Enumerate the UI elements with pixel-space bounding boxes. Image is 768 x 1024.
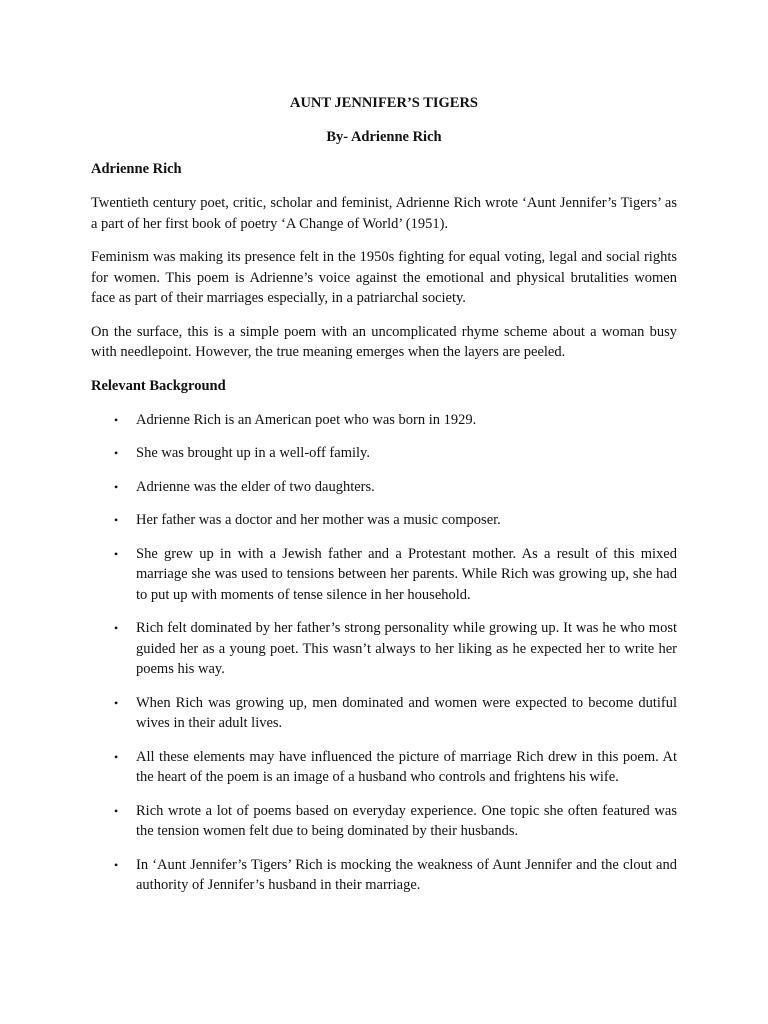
list-item xyxy=(91,747,677,788)
document-title: AUNT JENNIFER’S TIGERS xyxy=(289,95,478,111)
paragraph: Feminism was making its presence felt in the 1950s fighting for equal voting, legal and social rights for women. This poem is Adrienne’s voice against the emotional and physical brutalities women face as part of their marriages especially, in a patriarchal society. xyxy=(91,249,677,306)
paragraph: Twentieth century poet, critic, scholar and feminist, Adrienne Rich wrote ‘Aunt Jennifer’s Tigers’ as a part of her first book of poetry ‘A Change of World’ (1951). xyxy=(91,195,677,232)
author-byline: By- Adrienne Rich xyxy=(326,129,442,145)
list-item-text: When Rich was growing up, men dominated and women were expected to become dutiful wives in their adult lives. xyxy=(136,694,677,731)
list-item xyxy=(91,510,677,531)
background-bullet-list xyxy=(91,410,677,896)
list-item xyxy=(91,693,677,734)
bullet-icon: • xyxy=(114,857,119,872)
list-item xyxy=(91,443,677,464)
section-heading-background: Relevant Background xyxy=(91,377,226,394)
list-item-text: Rich wrote a lot of poems based on everyday experience. One topic she often featured was the tension women felt due to being dominated by their husbands. xyxy=(136,802,677,839)
bullet-icon: • xyxy=(114,749,119,764)
list-item xyxy=(91,410,677,431)
list-item-text: Rich felt dominated by her father’s strong personality while growing up. It was he who most guided her as a young poet. This wasn’t always to her liking as he expected her to write her poems his way. xyxy=(136,620,677,677)
bullet-icon: • xyxy=(114,621,119,635)
bullet-icon: • xyxy=(114,446,119,460)
list-item xyxy=(91,801,677,842)
paragraph: On the surface, this is a simple poem with an uncomplicated rhyme scheme about a woman busy with needlepoint. However, the true meaning emerges when the layers are peeled. xyxy=(91,323,677,360)
list-item xyxy=(91,544,677,606)
list-item xyxy=(91,477,677,498)
list-item xyxy=(91,618,677,680)
list-item-text: She was brought up in a well-off family. xyxy=(136,445,370,461)
list-item-text: Adrienne Rich is an American poet who was born in 1929. xyxy=(136,411,477,428)
section-heading-author: Adrienne Rich xyxy=(91,161,182,177)
list-item-text: Her father was a doctor and her mother was a music composer. xyxy=(136,512,501,528)
list-item-text: She grew up in with a Jewish father and a Protestant mother. As a result of this mixed marriage she was used to tensions between her parents. While Rich was growing up, she had to put up with moments of tense silence in her household. xyxy=(136,545,677,603)
bullet-icon: • xyxy=(114,479,119,494)
bullet-icon: • xyxy=(114,513,119,527)
bullet-icon: • xyxy=(114,803,119,818)
list-item-text: In ‘Aunt Jennifer’s Tigers’ Rich is mocking the weakness of Aunt Jennifer and the clout and authority of Jennifer’s husband in their marriage. xyxy=(136,856,677,893)
bullet-icon: • xyxy=(114,546,119,561)
bullet-icon: • xyxy=(114,695,119,710)
bullet-icon: • xyxy=(114,412,119,427)
list-item xyxy=(91,855,677,896)
list-item-text: Adrienne was the elder of two daughters. xyxy=(136,478,375,495)
list-item-text: All these elements may have influenced the picture of marriage Rich drew in this poem. At the heart of the poem is an image of a husband who controls and frightens his wife. xyxy=(136,748,677,785)
